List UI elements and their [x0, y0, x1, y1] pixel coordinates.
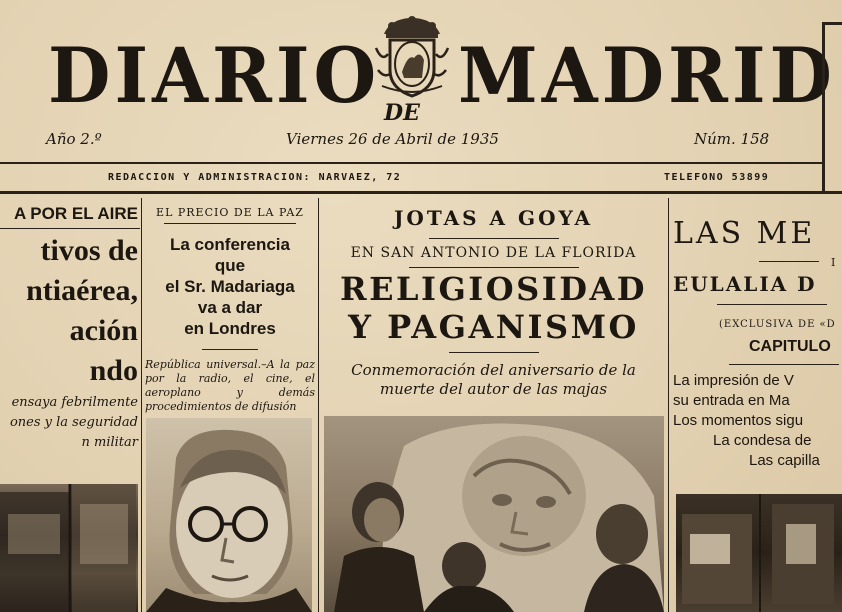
col4-kicker: LAS ME	[673, 216, 816, 251]
year-label: Año 2.º	[46, 130, 102, 148]
col2-deck: República universal.–A la paz por la radio, el cine, el aeroplano y demás procedimientos de difusión	[145, 358, 315, 413]
goya-monument-photo	[324, 416, 664, 612]
col4-summary: La impresión de V su entrada en Ma Los momentos sigu La condesa de Las capilla	[673, 372, 820, 469]
masthead-de: DE	[384, 100, 420, 126]
col3-headline: RELIGIOSIDAD Y PAGANISMO	[339, 270, 648, 346]
masthead-rule-top	[0, 162, 822, 164]
masthead-diario: DIARIO	[48, 30, 381, 120]
right-edge-box	[822, 22, 842, 194]
col4-chapter: CAPITULO	[749, 338, 831, 355]
issue-number: Núm. 158	[694, 130, 770, 148]
col3-subkicker: EN SAN ANTONIO DE LA FLORIDA	[350, 245, 637, 261]
col4-sub1: I	[831, 256, 836, 269]
col3-deck: Conmemoración del aniversario de la muerte del autor de las majas	[351, 361, 636, 398]
col4-exclusive: (EXCLUSIVA DE «D	[719, 319, 836, 330]
coat-of-arms-emblem	[368, 14, 456, 106]
phone-line: TELEFONO 53899	[664, 172, 770, 183]
col1-deck: ensaya febrilmente ones y la seguridad n militar	[9, 395, 138, 450]
col3-kicker: JOTAS A GOYA	[393, 206, 594, 230]
col1-kicker: A POR EL AIRE	[13, 204, 138, 223]
col1-photo	[0, 484, 138, 612]
col2-kicker: EL PRECIO DE LA PAZ	[156, 206, 304, 219]
address-line: REDACCION Y ADMINISTRACION: NARVAEZ, 72	[108, 172, 402, 183]
col2-headline: La conferencia que el Sr. Madariaga va a dar en Londres	[165, 235, 295, 338]
madariaga-portrait-photo	[146, 418, 312, 612]
masthead-madrid: MADRID	[458, 30, 836, 120]
col4-photo	[676, 494, 842, 612]
col4-sub2: EULALIA D	[673, 272, 817, 296]
date-label: Viernes 26 de Abril de 1935	[286, 130, 499, 148]
col1-headline: tivos de ntiaérea, ación ndo	[26, 234, 138, 387]
masthead-rule-bottom	[0, 191, 822, 194]
